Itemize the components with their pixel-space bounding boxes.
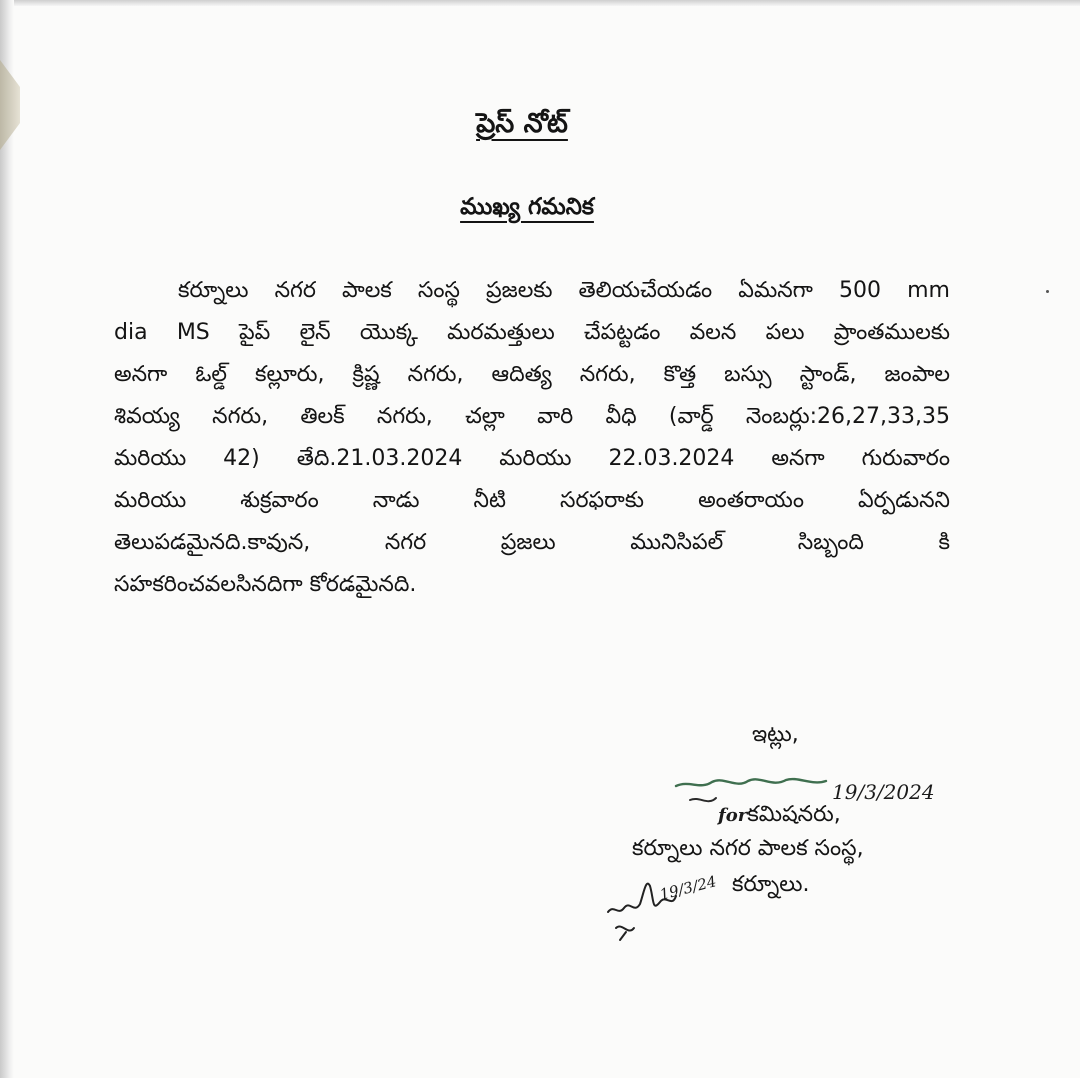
document-title-text: ప్రెస్ నోట్: [476, 108, 568, 139]
document-subtitle-text: ముఖ్య గమనిక: [460, 194, 594, 220]
body-line: dia MS పైప్ లైన్ యొక్క మరమత్తులు చేపట్టడం వలన పలు ప్రాంతములకు: [114, 320, 950, 345]
commissioner-signature-tail: [690, 798, 716, 801]
body-line: మరియు 42) తేది.21.03.2024 మరియు 22.03.2024 అనగా గురువారం: [114, 446, 950, 471]
body-line: సహకరించవలసినదిగా కోరడమైనది.: [114, 572, 417, 597]
body-line: తెలుపడమైనది.కావున, నగర ప్రజలు మునిసిపల్ సిబ్బంది కి: [114, 530, 950, 555]
clerk-initials-mark: [616, 926, 634, 940]
handwritten-date-top: 19/3/2024: [832, 780, 935, 804]
body-line: శివయ్య నగరు, తిలక్ నగరు, చల్లా వారి వీధి (వార్డ్ నెంబర్లు:26,27,33,35: [114, 404, 950, 429]
body-line: అనగా ఓల్డ్ కల్లూరు, క్రిష్ణ నగరు, ఆదిత్య నగరు, కొత్త బస్సు స్టాండ్, జంపాల: [114, 362, 950, 387]
body-line: మరియు శుక్రవారం నాడు నీటి సరఫరాకు అంతరాయం ఏర్పడునని: [114, 488, 950, 513]
city-name: కర్నూలు.: [732, 872, 810, 897]
closing-salutation: ఇట్లు,: [752, 722, 799, 747]
designation-prefix: for: [718, 805, 748, 826]
body-line: కర్నూలు నగర పాలక సంస్థ ప్రజలకు తెలియచేయడం ఏమనగా 500 mm: [178, 278, 950, 303]
organization-name: కర్నూలు నగర పాలక సంస్థ,: [632, 836, 864, 861]
designation-line: [718, 802, 841, 832]
handwritten-date-bottom: 19/3/24: [657, 872, 719, 904]
commissioner-signature-stroke: [676, 779, 826, 786]
designation-text: కమిషనరు,: [747, 802, 841, 827]
